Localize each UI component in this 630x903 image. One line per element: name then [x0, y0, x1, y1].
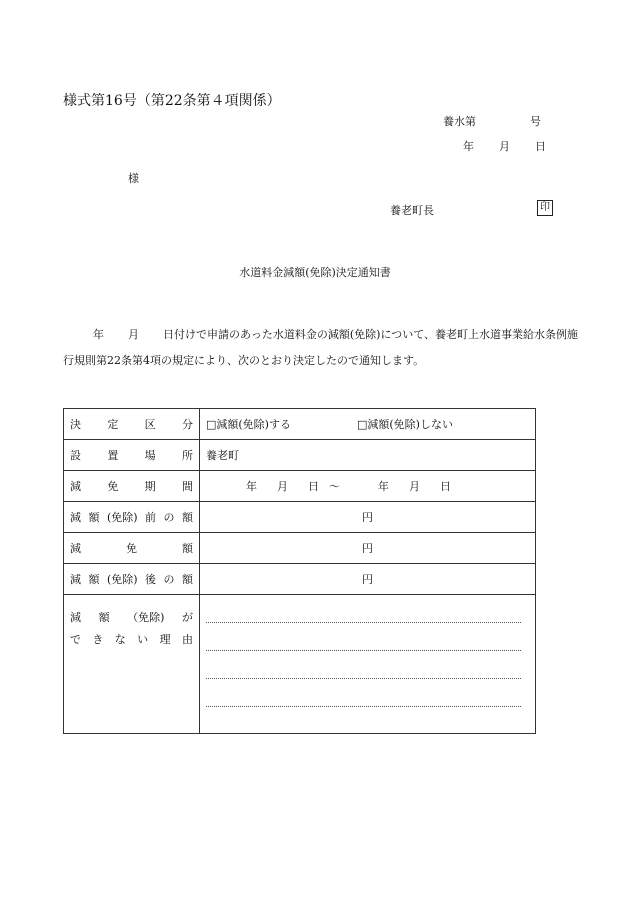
label-char: 額 [181, 511, 193, 524]
label-char: 分 [181, 418, 193, 431]
label-char: 免 [107, 480, 119, 493]
row-label-amount-after [64, 564, 200, 595]
date-day: 日 [535, 140, 546, 153]
date-year: 年 [463, 140, 474, 153]
row-label-reason [64, 595, 200, 734]
decision-table [63, 408, 536, 734]
body-year: 年 [93, 328, 104, 341]
period-value: 年 月 日 ～ 年 月 日 [200, 471, 536, 502]
label-char: 設 [70, 449, 81, 462]
table-row [64, 502, 536, 533]
reduction-amount-value: 円 [200, 533, 536, 564]
label-char: の [163, 511, 175, 524]
label-char: 免 [126, 542, 137, 555]
label-char: な [114, 633, 126, 646]
amount-before-value: 円 [200, 502, 536, 533]
label-char: 区 [144, 418, 156, 431]
table-row [64, 564, 536, 595]
label-char: 前 [145, 511, 156, 524]
label-text [70, 571, 193, 587]
label-char: 期 [144, 480, 156, 493]
label-char: 場 [144, 449, 156, 462]
label-char: 置 [107, 449, 119, 462]
label-char: 定 [107, 418, 119, 431]
amount-after-value: 円 [200, 564, 536, 595]
label-char: 減 [70, 611, 81, 624]
table-row [64, 409, 536, 440]
document-title: 水道料金減額(免除)決定通知書 [239, 266, 391, 279]
label-char: 減 [70, 542, 81, 555]
label-char: の [163, 573, 175, 586]
row-label-period [64, 471, 200, 502]
label-char: 額 [88, 573, 100, 586]
form-number: 様式第16号（第22条第４項関係） [63, 93, 281, 109]
label-char: 後 [145, 573, 156, 586]
row-label-amount-before [64, 502, 200, 533]
label-char: 間 [181, 480, 193, 493]
label-char: き [92, 633, 104, 646]
label-char: 所 [181, 449, 193, 462]
label-text [70, 629, 193, 651]
issue-date [463, 138, 546, 154]
option-reduce[interactable]: □減額(免除)する [206, 418, 291, 431]
label-char: (免除) [106, 573, 138, 586]
label-char: 額 [181, 573, 193, 586]
label-char: 由 [181, 633, 193, 646]
label-char: (免除) [106, 511, 138, 524]
notice-body [63, 322, 583, 374]
decision-options [200, 409, 536, 440]
location-value: 養老町 [200, 440, 536, 471]
reason-line[interactable] [206, 595, 521, 623]
table-row [64, 595, 536, 734]
row-label-reduction-amount [64, 533, 200, 564]
date-month: 月 [499, 140, 510, 153]
label-text [70, 607, 193, 629]
label-char: 減 [70, 511, 81, 524]
label-char: 減 [70, 573, 81, 586]
label-char: 減 [70, 480, 81, 493]
table-row [64, 471, 536, 502]
addressee-suffix: 様 [128, 172, 139, 185]
table-row [64, 440, 536, 471]
label-char: 額 [98, 611, 110, 624]
label-text [70, 509, 193, 525]
table-row [64, 533, 536, 564]
reason-line[interactable] [206, 623, 521, 651]
reason-lines [200, 595, 536, 734]
label-char: が [181, 611, 193, 624]
label-char: で [70, 633, 81, 646]
reason-line[interactable] [206, 679, 521, 707]
seal-mark: 印 [537, 200, 553, 216]
label-text [70, 540, 193, 556]
issuer-name: 養老町長 [390, 204, 434, 217]
option-not-reduce[interactable]: □減額(免除)しない [356, 418, 453, 431]
label-text [70, 447, 193, 463]
document-number-label: 養水第 [443, 115, 476, 128]
label-char: 理 [159, 633, 171, 646]
document-number-suffix: 号 [530, 115, 541, 128]
label-text [70, 416, 193, 432]
body-text: 日付けで申請のあった水道料金の減額(免除)について、養老町上水道事業給水条例施行規則第22条第4項の規定により、次のとおり決定したので通知します。 [63, 328, 579, 367]
label-text [70, 478, 193, 494]
label-char: 額 [88, 511, 100, 524]
row-label-decision-type [64, 409, 200, 440]
label-char: 額 [182, 542, 193, 555]
reason-line[interactable] [206, 651, 521, 679]
body-month: 月 [128, 328, 139, 341]
label-char: い [137, 633, 149, 646]
row-label-location [64, 440, 200, 471]
label-char: （免除) [127, 611, 165, 624]
label-char: 決 [70, 418, 81, 431]
